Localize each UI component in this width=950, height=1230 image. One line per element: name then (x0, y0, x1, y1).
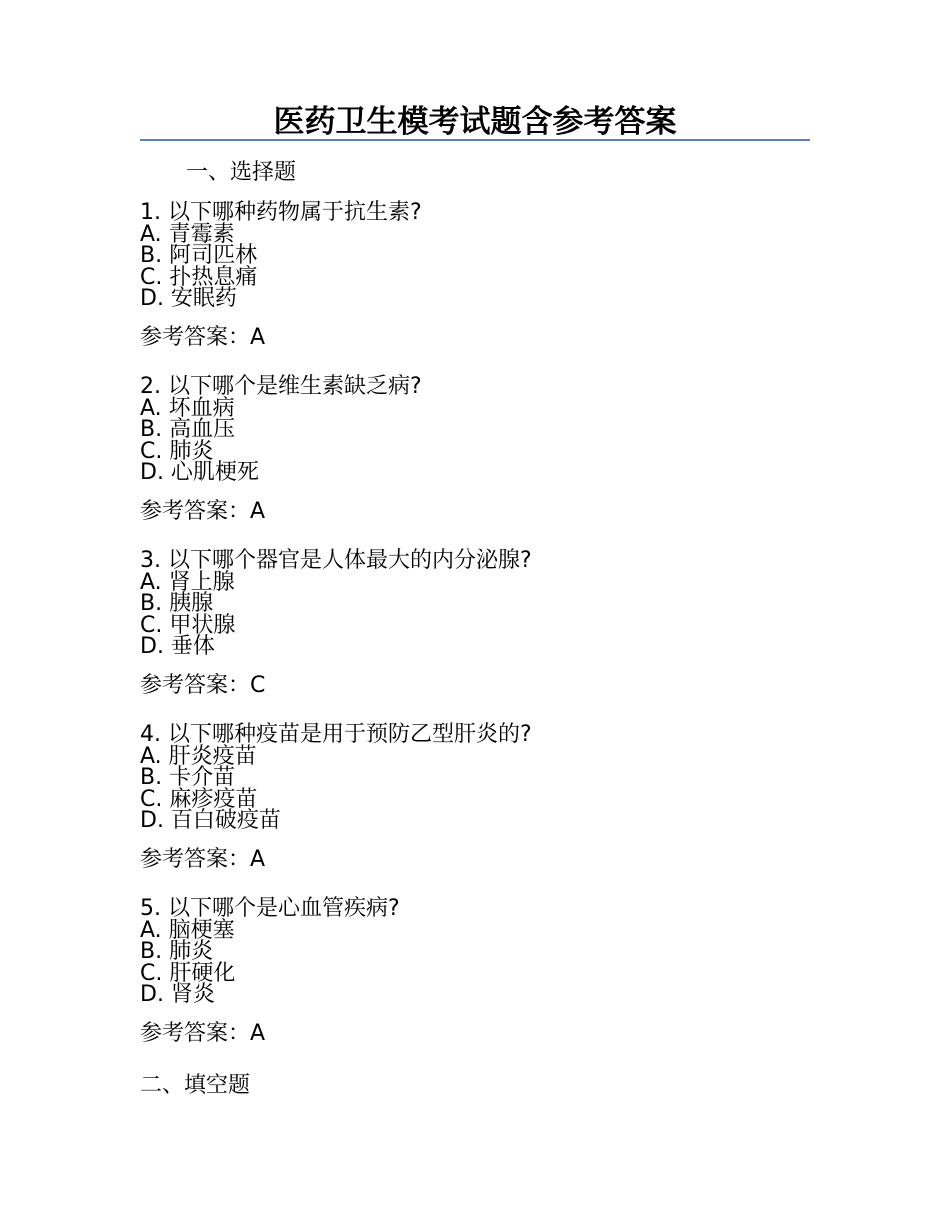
option-a: A. 青霉素 (140, 221, 235, 247)
option-a: A. 脑梗塞 (140, 917, 235, 943)
question-text: 5. 以下哪个是心血管疾病? (140, 896, 400, 921)
section-heading-choice: 一、选择题 (186, 160, 297, 185)
option-d: D. 垂体 (140, 634, 215, 659)
reference-answer: 参考答案：A (140, 846, 266, 872)
option-c: C. 麻疹疫苗 (140, 786, 258, 812)
option-c: C. 肺炎 (140, 438, 214, 464)
option-b: B. 阿司匹林 (140, 243, 258, 268)
option-d: D. 心肌梗死 (140, 460, 259, 485)
option-c: C. 扑热息痛 (140, 264, 258, 290)
question-text: 3. 以下哪个器官是人体最大的内分泌腺? (140, 548, 532, 573)
option-d: D. 肾炎 (140, 982, 215, 1007)
document-title: 医药卫生模考试题含参考答案 (273, 104, 677, 140)
option-a: A. 坏血病 (140, 395, 235, 421)
option-a: A. 肝炎疫苗 (140, 743, 257, 769)
question-list (140, 202, 840, 1072)
title-underline (140, 139, 810, 141)
question-block (140, 898, 840, 1072)
question-text: 2. 以下哪个是维生素缺乏病? (140, 374, 422, 399)
option-b: B. 高血压 (140, 417, 236, 442)
section-heading-fill-blank: 二、填空题 (140, 1073, 251, 1098)
question-block (140, 202, 840, 376)
question-text: 4. 以下哪种疫苗是用于预防乙型肝炎的? (140, 722, 532, 747)
option-d: D. 安眠药 (140, 286, 237, 311)
option-c: C. 甲状腺 (140, 612, 236, 638)
reference-answer: 参考答案：A (140, 498, 266, 524)
question-text: 1. 以下哪种药物属于抗生素? (140, 200, 422, 225)
question-block (140, 724, 840, 898)
reference-answer: 参考答案：A (140, 324, 266, 350)
option-d: D. 百白破疫苗 (140, 808, 281, 833)
question-block (140, 376, 840, 550)
option-a: A. 肾上腺 (140, 569, 235, 595)
option-b: B. 胰腺 (140, 591, 214, 616)
option-c: C. 肝硬化 (140, 960, 236, 986)
reference-answer: 参考答案：A (140, 1020, 266, 1046)
question-block (140, 550, 840, 724)
reference-answer: 参考答案：C (140, 672, 266, 698)
option-b: B. 肺炎 (140, 939, 214, 964)
option-b: B. 卡介苗 (140, 765, 236, 790)
